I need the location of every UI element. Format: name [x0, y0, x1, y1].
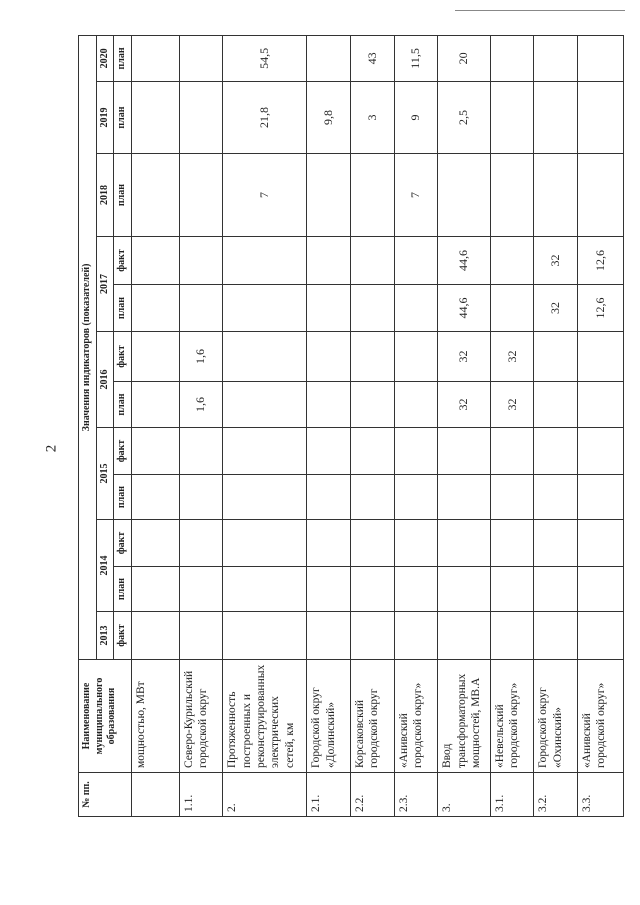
- value-cell: [350, 475, 394, 520]
- row-name: Корсаковский городской округ: [350, 660, 394, 773]
- value-cell: [534, 520, 578, 567]
- year-2013: 2013: [96, 612, 114, 660]
- kind-plan: план: [114, 82, 132, 154]
- value-cell: [131, 154, 179, 237]
- value-cell: 2,5: [438, 82, 491, 154]
- value-cell: [578, 428, 624, 475]
- value-cell: 44,6: [438, 237, 491, 285]
- kind-fact: факт: [114, 520, 132, 567]
- value-cell: [307, 567, 351, 612]
- row-number: 2.1.: [307, 773, 351, 817]
- year-2014: 2014: [96, 520, 114, 612]
- value-cell: [179, 475, 223, 520]
- value-cell: [578, 567, 624, 612]
- value-cell: [179, 520, 223, 567]
- value-cell: 12,6: [578, 237, 624, 285]
- row-number: 2.: [223, 773, 307, 817]
- indicator-table-rotated: [78, 36, 624, 817]
- kind-fact: факт: [114, 237, 132, 285]
- value-cell: [578, 82, 624, 154]
- indicator-table: [78, 35, 624, 817]
- kind-plan: план: [114, 567, 132, 612]
- value-cell: [223, 612, 307, 660]
- value-cell: [394, 475, 438, 520]
- value-cell: [490, 154, 534, 237]
- value-cell: [131, 520, 179, 567]
- value-cell: 7: [394, 154, 438, 237]
- value-cell: [394, 520, 438, 567]
- kind-plan: план: [114, 382, 132, 428]
- value-cell: [307, 520, 351, 567]
- year-2015: 2015: [96, 428, 114, 520]
- row-name: «Невельский городской округ»: [490, 660, 534, 773]
- value-cell: [179, 154, 223, 237]
- value-cell: 12,6: [578, 285, 624, 332]
- value-cell: [438, 154, 491, 237]
- row-number: 2.3.: [394, 773, 438, 817]
- table-row: [131, 35, 179, 816]
- value-cell: [578, 35, 624, 81]
- value-cell: [307, 612, 351, 660]
- value-cell: [438, 612, 491, 660]
- value-cell: 1,6: [179, 382, 223, 428]
- num-header: № пп.: [79, 773, 132, 817]
- value-cell: 9: [394, 82, 438, 154]
- table-row: [490, 35, 534, 816]
- row-name: «Анивский городской округ»: [578, 660, 624, 773]
- year-2019: 2019: [96, 82, 114, 154]
- value-cell: [490, 520, 534, 567]
- value-cell: [394, 567, 438, 612]
- row-number: 3.1.: [490, 773, 534, 817]
- value-cell: 20: [438, 35, 491, 81]
- value-cell: [307, 382, 351, 428]
- value-cell: 3: [350, 82, 394, 154]
- value-cell: [578, 154, 624, 237]
- value-cell: 43: [350, 35, 394, 81]
- kind-plan: план: [114, 35, 132, 81]
- kind-plan: план: [114, 475, 132, 520]
- value-cell: [350, 567, 394, 612]
- kind-plan: план: [114, 285, 132, 332]
- value-cell: 32: [534, 285, 578, 332]
- value-cell: [350, 154, 394, 237]
- row-name: Северо-Курильский городской округ: [179, 660, 223, 773]
- page-number: 2: [43, 444, 60, 453]
- value-cell: [223, 567, 307, 612]
- value-cell: [438, 567, 491, 612]
- value-cell: [307, 428, 351, 475]
- value-cell: [534, 428, 578, 475]
- value-cell: [131, 475, 179, 520]
- row-number: 2.2.: [350, 773, 394, 817]
- table-row: [438, 35, 491, 816]
- table-row: [534, 35, 578, 816]
- value-cell: [223, 520, 307, 567]
- value-cell: 9,8: [307, 82, 351, 154]
- value-cell: [394, 237, 438, 285]
- value-cell: [307, 154, 351, 237]
- value-cell: [490, 428, 534, 475]
- value-cell: [350, 237, 394, 285]
- value-cell: 32: [438, 332, 491, 382]
- value-cell: [223, 475, 307, 520]
- row-name: мощностью, МВт: [131, 660, 179, 773]
- kind-fact: факт: [114, 612, 132, 660]
- value-cell: [307, 237, 351, 285]
- value-cell: [490, 35, 534, 81]
- value-cell: [490, 567, 534, 612]
- value-cell: [534, 475, 578, 520]
- row-name: Ввод трансформаторных мощностей, МВ.А: [438, 660, 491, 773]
- value-cell: [490, 612, 534, 660]
- value-cell: [438, 520, 491, 567]
- value-cell: [438, 428, 491, 475]
- value-cell: [223, 382, 307, 428]
- table-row: [179, 35, 223, 816]
- value-cell: [578, 520, 624, 567]
- value-cell: [490, 82, 534, 154]
- value-cell: [131, 237, 179, 285]
- value-cell: [131, 82, 179, 154]
- value-cell: [438, 475, 491, 520]
- value-cell: 32: [490, 382, 534, 428]
- year-2020: 2020: [96, 35, 114, 81]
- value-cell: [179, 237, 223, 285]
- value-cell: 11,5: [394, 35, 438, 81]
- row-number: 3.: [438, 773, 491, 817]
- value-cell: [350, 428, 394, 475]
- row-number: 1.1.: [179, 773, 223, 817]
- value-cell: [350, 332, 394, 382]
- value-cell: [131, 428, 179, 475]
- value-cell: 44,6: [438, 285, 491, 332]
- value-cell: 32: [438, 382, 491, 428]
- value-cell: [578, 382, 624, 428]
- kind-fact: факт: [114, 428, 132, 475]
- value-cell: [131, 35, 179, 81]
- value-cell: [223, 237, 307, 285]
- value-cell: [394, 428, 438, 475]
- value-cell: [223, 428, 307, 475]
- value-cell: [179, 285, 223, 332]
- value-cell: [307, 475, 351, 520]
- value-cell: [131, 332, 179, 382]
- value-cell: [131, 612, 179, 660]
- year-2016: 2016: [96, 332, 114, 428]
- value-cell: [307, 285, 351, 332]
- row-number: 3.3.: [578, 773, 624, 817]
- value-cell: [394, 285, 438, 332]
- value-cell: [534, 154, 578, 237]
- table-body: [131, 35, 624, 816]
- value-cell: [350, 520, 394, 567]
- value-cell: [394, 382, 438, 428]
- value-cell: [394, 612, 438, 660]
- value-cell: [534, 82, 578, 154]
- row-name: «Анивский городской округ»: [394, 660, 438, 773]
- row-number: 3.2.: [534, 773, 578, 817]
- table-row: [578, 35, 624, 816]
- value-cell: [490, 285, 534, 332]
- row-name: Протяженность построенных и реконструированных электрических сетей, км: [223, 660, 307, 773]
- value-cell: [223, 285, 307, 332]
- value-cell: 1,6: [179, 332, 223, 382]
- value-cell: 32: [490, 332, 534, 382]
- table-row: [394, 35, 438, 816]
- year-2017: 2017: [96, 237, 114, 332]
- value-cell: 32: [534, 237, 578, 285]
- value-cell: [131, 382, 179, 428]
- row-number: [131, 773, 179, 817]
- value-cell: [578, 475, 624, 520]
- value-cell: [223, 332, 307, 382]
- value-cell: [578, 332, 624, 382]
- value-cell: [179, 567, 223, 612]
- value-cell: [307, 332, 351, 382]
- value-cell: [490, 237, 534, 285]
- value-cell: [131, 567, 179, 612]
- year-2018: 2018: [96, 154, 114, 237]
- value-cell: [131, 285, 179, 332]
- value-cell: 54,5: [223, 35, 307, 81]
- top-rule: [455, 10, 625, 11]
- value-cell: [350, 285, 394, 332]
- value-cell: [350, 382, 394, 428]
- value-cell: [350, 612, 394, 660]
- table-row: [223, 35, 307, 816]
- value-cell: [179, 428, 223, 475]
- row-name: Городской округ «Охинский»: [534, 660, 578, 773]
- value-cell: 7: [223, 154, 307, 237]
- table-row: [307, 35, 351, 816]
- header-row-1: [79, 35, 97, 816]
- kind-plan: план: [114, 154, 132, 237]
- value-cell: [307, 35, 351, 81]
- table-row: [350, 35, 394, 816]
- value-cell: [534, 35, 578, 81]
- value-cell: 21,8: [223, 82, 307, 154]
- value-cell: [179, 35, 223, 81]
- kind-fact: факт: [114, 332, 132, 382]
- value-cell: [179, 82, 223, 154]
- value-cell: [394, 332, 438, 382]
- row-name: Городской округ «Долинский»: [307, 660, 351, 773]
- value-cell: [490, 475, 534, 520]
- value-cell: [534, 382, 578, 428]
- values-header: Значения индикаторов (показателей): [79, 35, 97, 659]
- value-cell: [534, 567, 578, 612]
- value-cell: [534, 612, 578, 660]
- name-header: Наименование муниципального образования: [79, 660, 132, 773]
- value-cell: [578, 612, 624, 660]
- value-cell: [179, 612, 223, 660]
- value-cell: [534, 332, 578, 382]
